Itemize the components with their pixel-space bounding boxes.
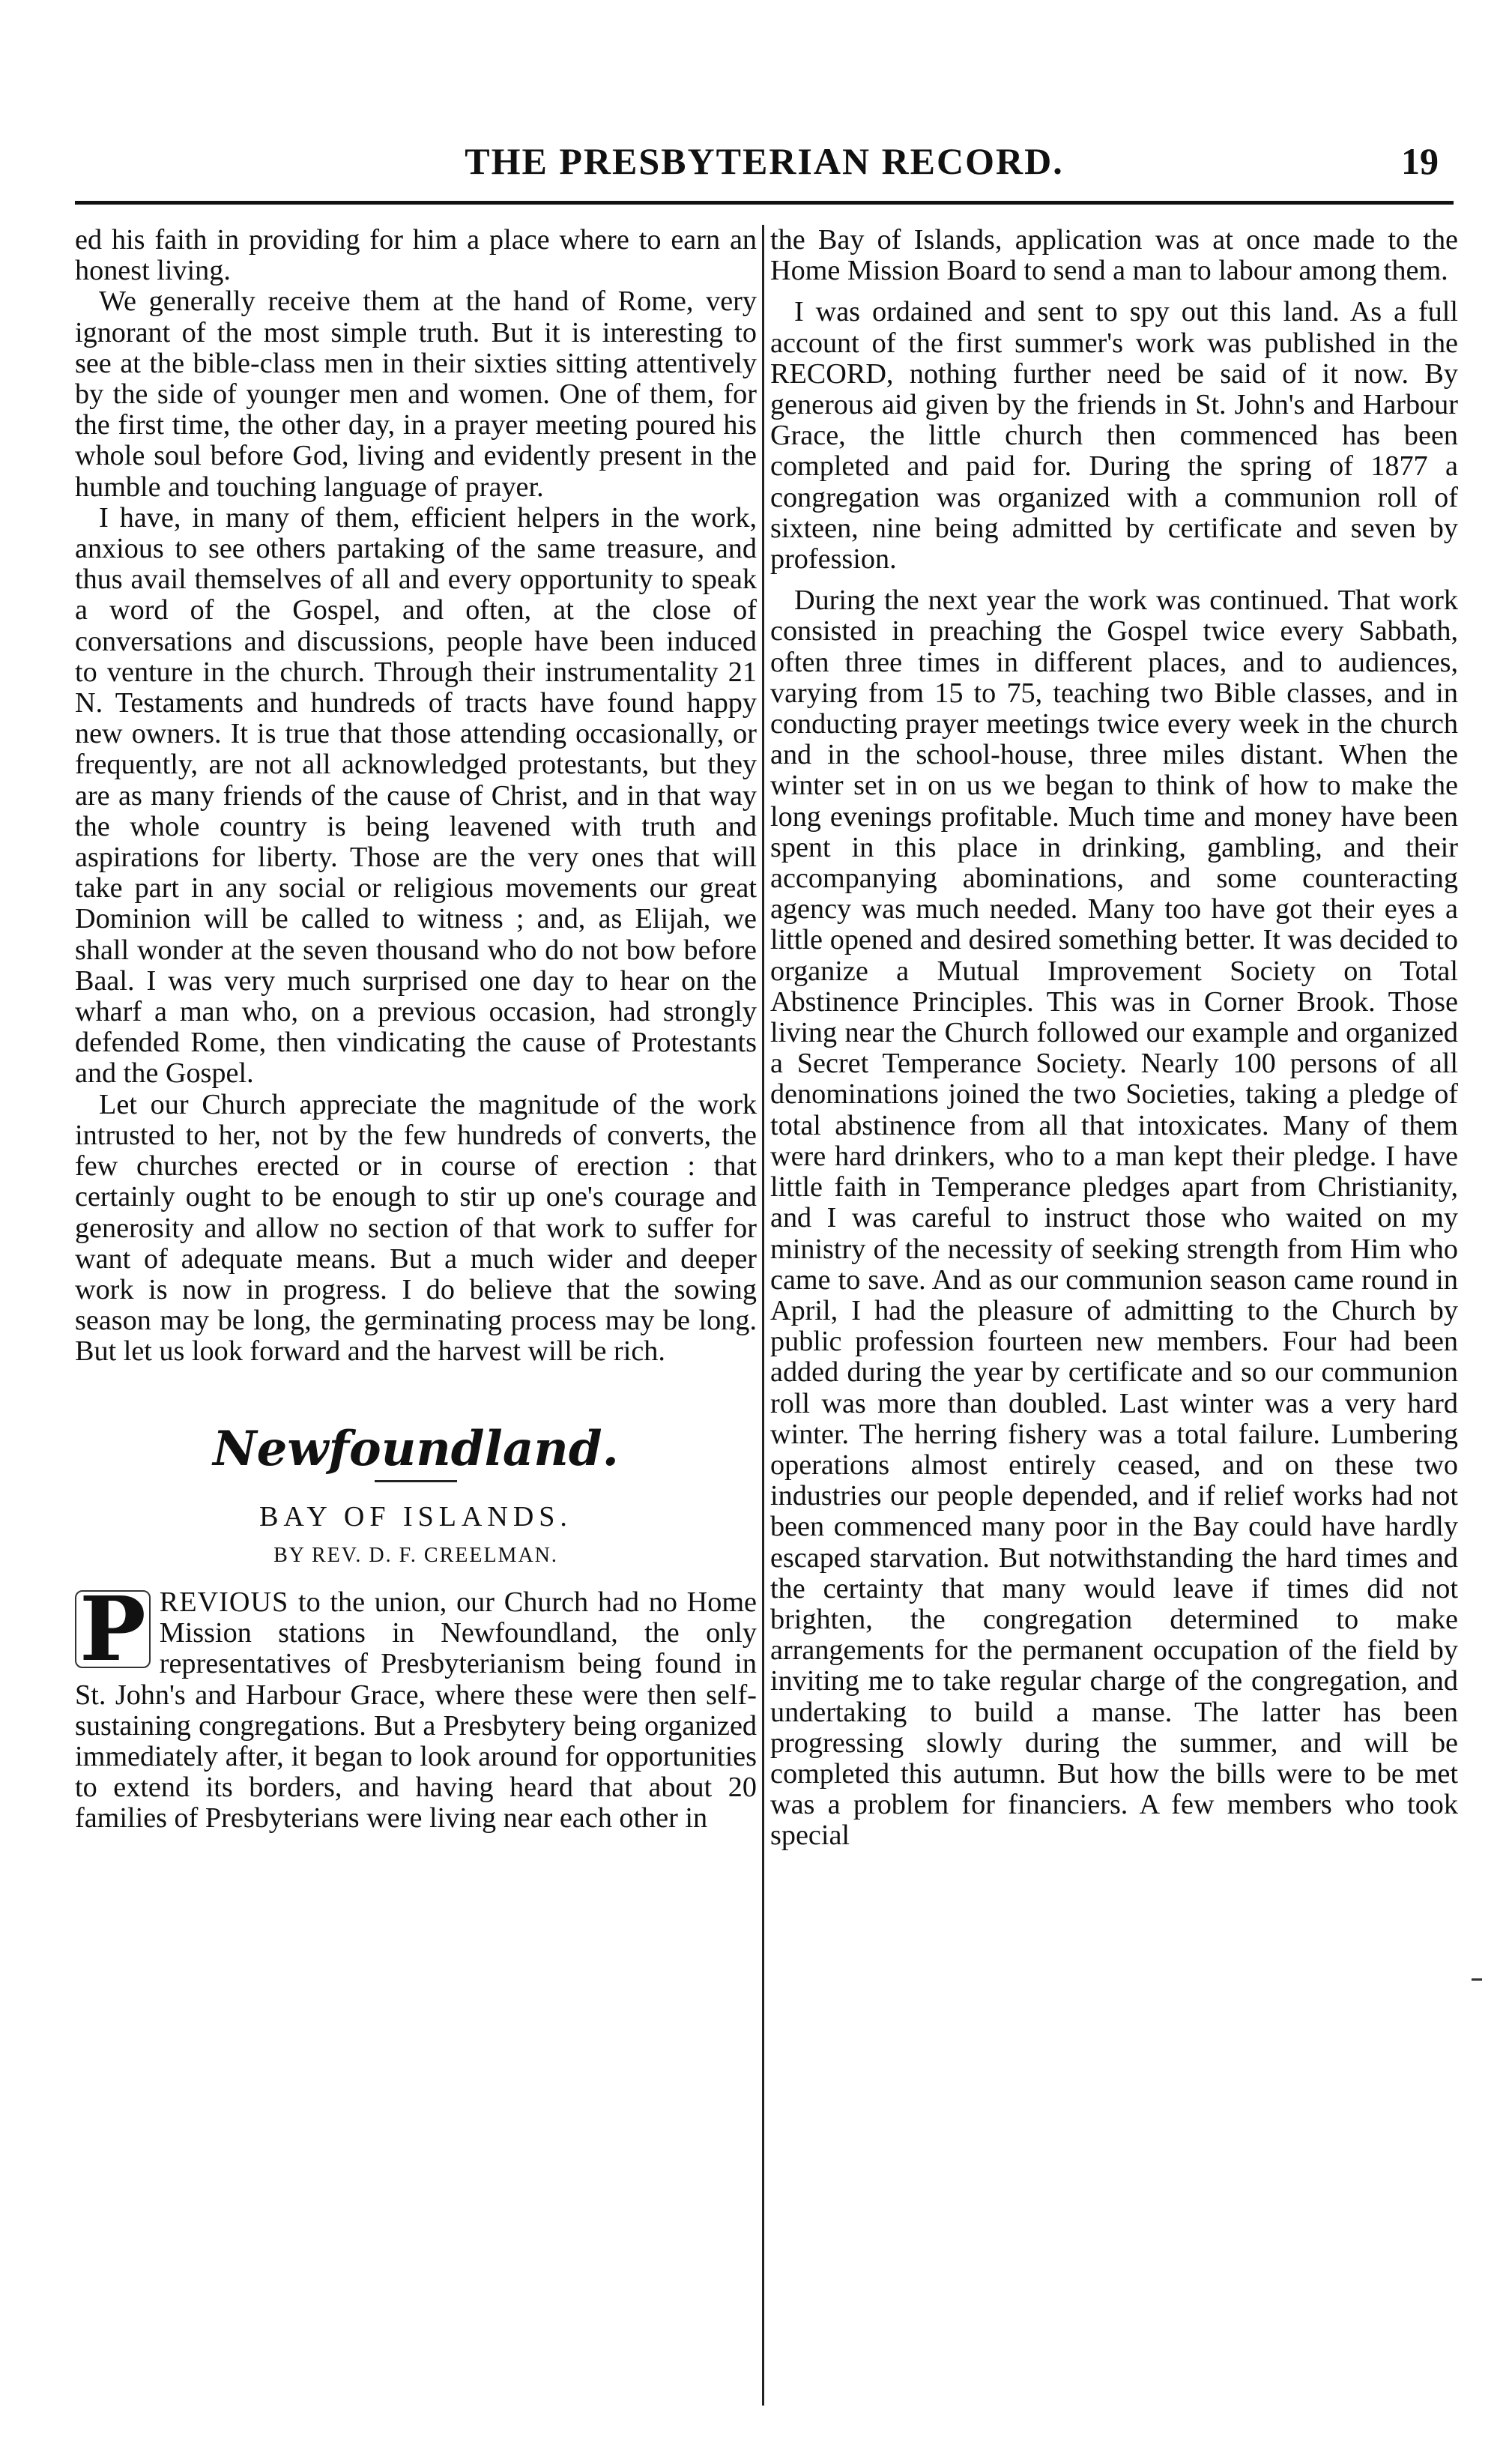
left-column — [75, 225, 757, 1835]
page-number: 19 — [1401, 140, 1439, 182]
paragraph: During the next year the work was continued. That work consisted in preaching the Gospel twice every Sabbath, often three times in different places, and to audiences, varying from 15 to 75, teaching two Bible classes, and in conducting prayer meetings twice every week in the church and in the school-house, three miles distant. When the winter set in on us we began to think of how to make the long evenings profitable. Much time and money have been spent in this place in drinking, gambling, and their accompanying abominations, and some counteracting agency was much needed. Many too have got their eyes a little opened and desired something better. It was decided to organize a Mutual Improvement Society on Total Abstinence Principles. This was in Corner Brook. Those living near the Church followed our example and organized a Secret Temperance Society. Nearly 100 persons of all denominations joined the two Societies, taking a pledge of total abstinence from all that intoxicates. Many of them were hard drinkers, who to a man kept their pledge. I have little faith in Temperance pledges apart from Christianity, and I was careful to instruct those who waited on my ministry of the necessity of seeking strength from Him who came to save. And as our communion season came round in April, I had the pleasure of admitting to the Church by public profession fourteen new members. Four had been added during the year by certificate and so our communion roll was more than doubled. Last winter was a very hard winter. The herring fishery was a total failure. Lumbering operations almost entirely ceased, and on these two industries our people depended, and if relief works had not been commenced many poor in the Bay could have hardly escaped starvation. But notwithstanding the hard times and the certainty that many would leave if times did not brighten, the congregation determined to make arrangements for the permanent occupation of the field by inviting me to take regular charge of the congregation, and undertaking to build a manse. The latter has been progressing slowly during the summer, and will be completed this autumn. But how the bills were to be met was a problem for financiers. A few members who took special — [770, 585, 1458, 1852]
column-divider — [762, 225, 764, 2406]
header-rule — [75, 201, 1454, 205]
paragraph: I was ordained and sent to spy out this land. As a full account of the first summer's work was published in the RECORD, nothing further need be said of it now. By generous aid given by the friends in St. John's and Harbour Grace, the little church then commenced has been completed and paid for. During the spring of 1877 a congregation was organized with a communion roll of sixteen, nine being admitted by certificate and seven by profession. — [770, 296, 1458, 576]
opening-paragraph-text: to the union, our Church had no Home Mission stations in Newfoundland, the only representatives of Presbyterianism being found in St. John's and Harbour Grace, where these were then self-sustaining congregations. But a Presbytery being organized immediately after, it began to look around for opportunities to extend its borders, and having heard that about 20 families of Presbyterians were living near each other in — [75, 1586, 757, 1835]
right-column — [770, 225, 1458, 1852]
section-title-rule — [375, 1480, 457, 1482]
opening-word: REVIOUS — [159, 1586, 289, 1618]
paragraph-continuation: the Bay of Islands, application was at once made to the Home Mission Board to send a man to labour among them. — [770, 225, 1458, 287]
drop-cap-letter: P — [75, 1590, 151, 1668]
page-header — [75, 139, 1454, 192]
paragraph: Let our Church appreciate the magnitude of the work intrusted to her, not by the few hundreds of converts, the few churches erected or in course of erection : that certainly ought to be enough to stir up one's courage and generosity and allow no section of that work to suffer for want of adequate means. But a much wider and deeper work is now in progress. I do believe that the sowing season may be long, the germinating process may be long. But let us look forward and the harvest will be rich. — [75, 1088, 757, 1368]
paragraph: I have, in many of them, efficient helpers in the work, anxious to see others partaking of the same treasure, and thus avail themselves of all and every opportunity to speak a word of the Gospel, and often, at the close of conversations and discussions, people have been induced to venture in the church. Through their instrumentality 21 N. Testaments and hundreds of tracts have found happy new owners. It is true that those attending occasionally, or frequently, are not all acknowledged protestants, but they are as many friends of the cause of Christ, and in that way the whole country is being leavened with truth and aspirations for liberty. Those are the very ones that will take part in any social or religious movements our great Dominion will be called to witness ; and, as Elijah, we shall wonder at the seven thousand who do not bow before Baal. I was very much surprised one day to hear on the wharf a man who, on a previous occasion, had strongly defended Rome, then vindicating the cause of Protestants and the Gospel. — [75, 501, 757, 1090]
running-title: THE PRESBYTERIAN RECORD. — [465, 140, 1064, 182]
margin-mark — [1472, 1978, 1482, 1981]
article-subtitle: BAY OF ISLANDS. — [259, 1500, 572, 1533]
section-title: Newfoundland. — [213, 1420, 619, 1477]
paragraph-continuation: ed his faith in providing for him a place where to earn an honest living. — [75, 225, 757, 287]
paragraph: We generally receive them at the hand of Rome, very ignorant of the most simple truth. But it is interesting to see at the bible-class men in their sixties sitting attentively by the side of younger men and women. One of them, for the first time, the other day, in a prayer meeting poured his whole soul before God, living and evidently present in the humble and touching language of prayer. — [75, 286, 757, 503]
opening-paragraph — [75, 1576, 757, 1835]
article-byline: BY REV. D. F. CREELMAN. — [273, 1543, 558, 1567]
